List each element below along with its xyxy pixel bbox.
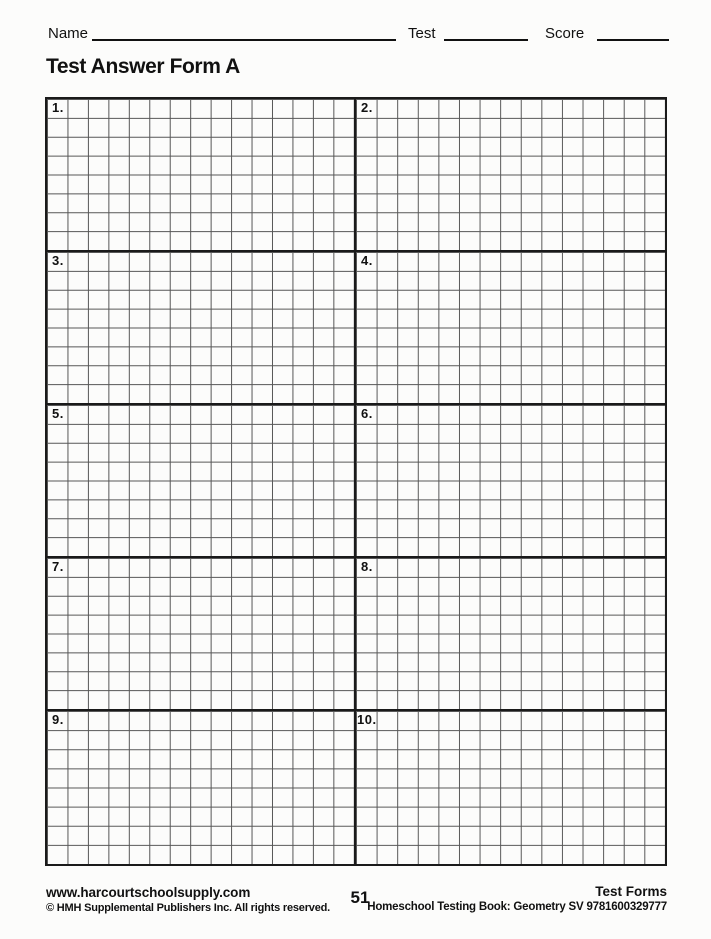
question-number-10: 10.: [357, 712, 377, 727]
page-number: 51: [350, 888, 370, 907]
answer-section-10: [356, 711, 665, 864]
question-number-7: 7.: [52, 559, 64, 574]
score-blank-line: [597, 39, 669, 41]
answer-section-2: [356, 99, 665, 252]
question-number-6: 6.: [361, 406, 373, 421]
question-number-5: 5.: [52, 406, 64, 421]
score-label: Score: [545, 25, 585, 42]
series-title: Test Forms: [595, 884, 667, 899]
question-number-4: 4.: [361, 253, 373, 268]
answer-section-5: [47, 405, 356, 558]
test-blank-line: [444, 39, 528, 41]
publisher-website: www.harcourtschoolsupply.com: [46, 885, 251, 900]
test-label: Test: [408, 25, 436, 42]
copyright-notice: © HMH Supplemental Publishers Inc. All rights reserved.: [46, 902, 330, 914]
answer-section-4: [356, 252, 665, 405]
question-number-9: 9.: [52, 712, 64, 727]
footer-left: [46, 885, 330, 914]
answer-section-7: [47, 558, 356, 711]
answer-section-3: [47, 252, 356, 405]
name-blank-line: [92, 39, 396, 41]
question-number-3: 3.: [52, 253, 64, 268]
name-label: Name: [48, 25, 89, 42]
question-number-1: 1.: [52, 100, 64, 115]
answer-grid: [45, 97, 667, 866]
question-number-8: 8.: [361, 559, 373, 574]
answer-section-6: [356, 405, 665, 558]
question-number-2: 2.: [361, 100, 373, 115]
book-title: Homeschool Testing Book: Geometry SV 9781600329777: [367, 901, 667, 913]
answer-section-8: [356, 558, 665, 711]
answer-section-1: [47, 99, 356, 252]
footer-right: [367, 884, 667, 913]
answer-section-9: [47, 711, 356, 864]
page-title: Test Answer Form A: [46, 55, 240, 78]
